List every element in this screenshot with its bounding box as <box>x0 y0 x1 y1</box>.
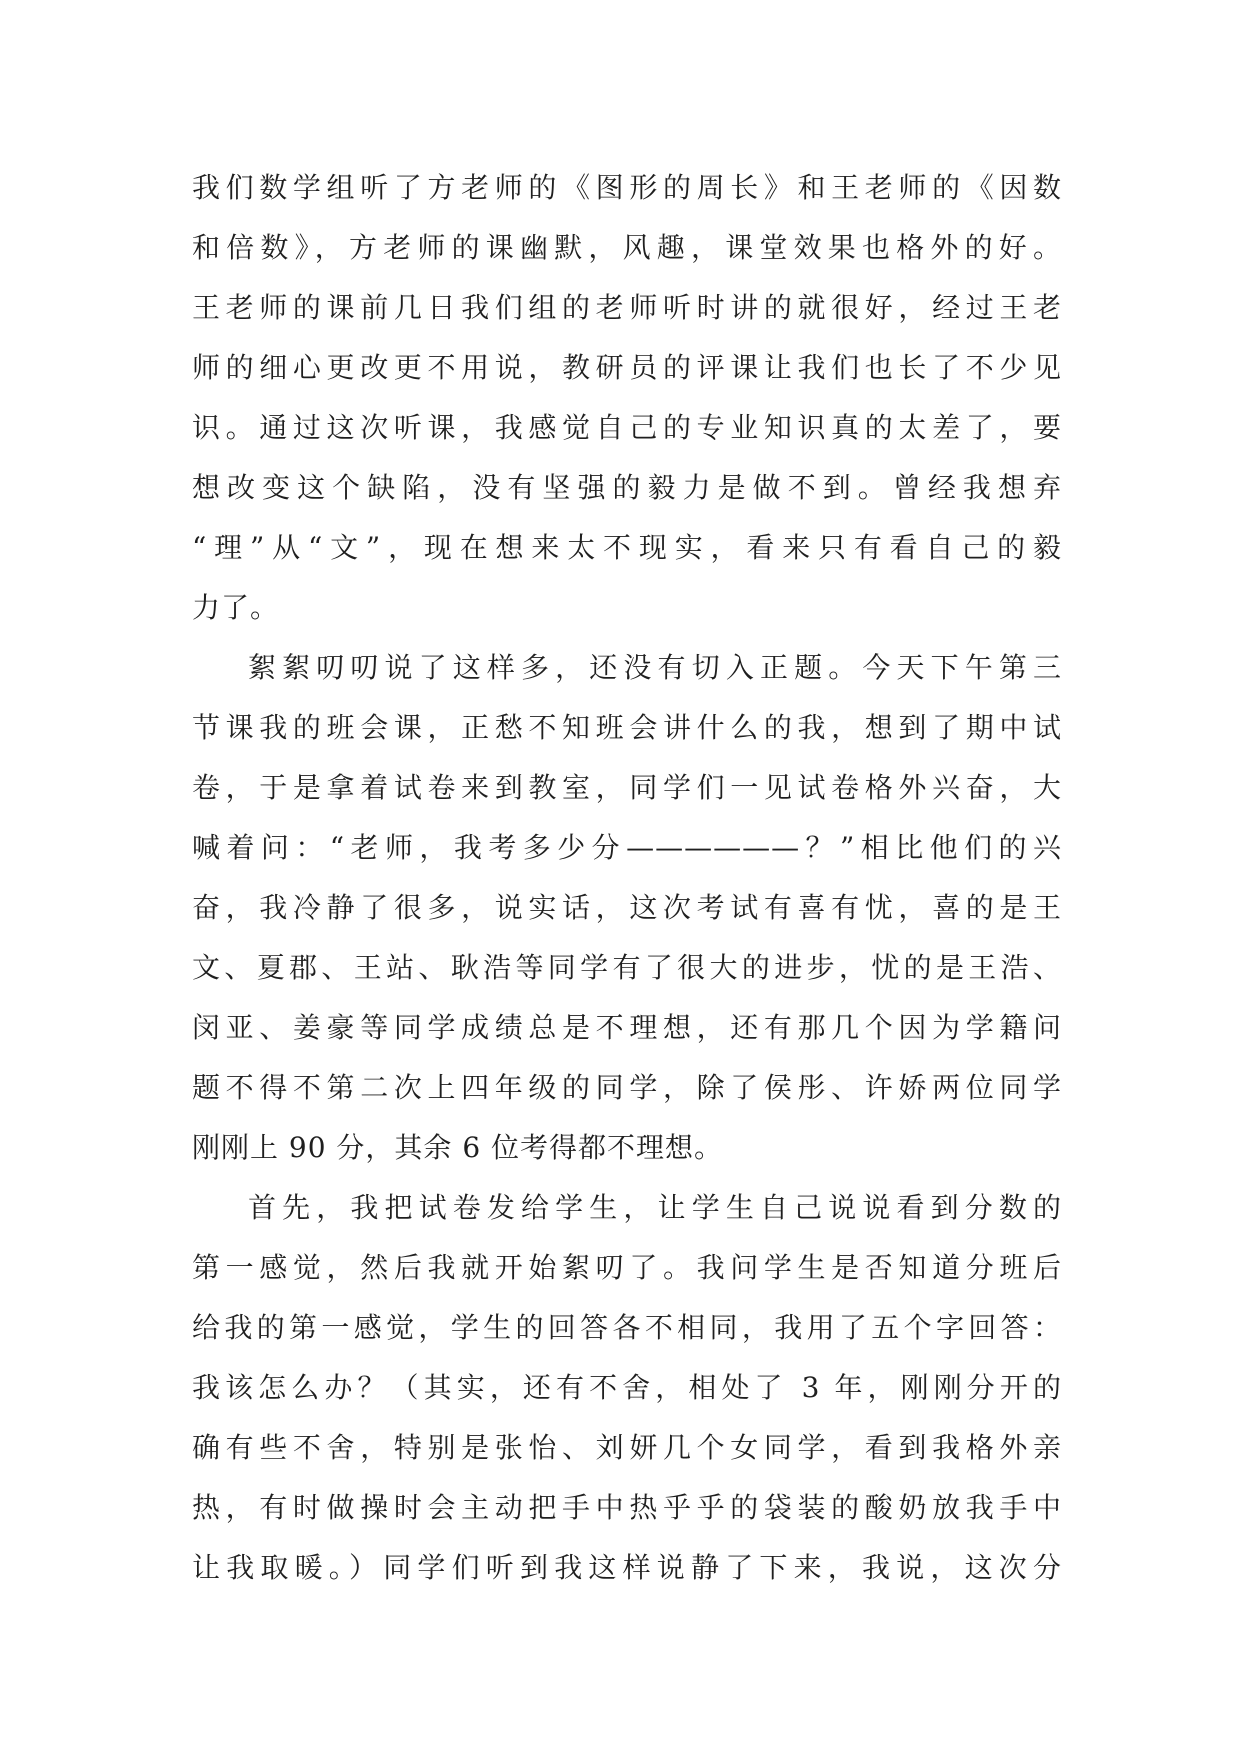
text-line: 首先，我把试卷发给学生，让学生自己说说看到分数的 <box>248 1191 1062 1224</box>
text-line: 第一感觉，然后我就开始絮叨了。我问学生是否知道分班后 <box>192 1251 1062 1284</box>
paragraph-2 <box>192 638 1062 1178</box>
text-line: 想改变这个缺陷，没有坚强的毅力是做不到。曾经我想弃 <box>192 471 1062 504</box>
text-line: 我该怎么办？（其实，还有不舍，相处了 3 年，刚刚分开的 <box>192 1371 1062 1404</box>
document-page <box>192 158 1062 1598</box>
text-line: 热，有时做操时会主动把手中热乎乎的袋装的酸奶放我手中 <box>192 1491 1062 1524</box>
text-line: 题不得不第二次上四年级的同学，除了侯彤、许娇两位同学 <box>192 1071 1062 1104</box>
text-line: 让我取暖。）同学们听到我这样说静了下来，我说，这次分 <box>192 1551 1062 1584</box>
text-line: 给我的第一感觉，学生的回答各不相同，我用了五个字回答： <box>192 1311 1062 1344</box>
text-line: 闵亚、姜豪等同学成绩总是不理想，还有那几个因为学籍问 <box>192 1011 1062 1044</box>
text-line: 奋，我冷静了很多，说实话，这次考试有喜有忧，喜的是王 <box>192 891 1062 924</box>
text-line: 文、夏郡、王站、耿浩等同学有了很大的进步，忧的是王浩、 <box>192 951 1062 984</box>
text-line: 力了。 <box>192 591 280 624</box>
text-line: 卷，于是拿着试卷来到教室，同学们一见试卷格外兴奋，大 <box>192 771 1062 804</box>
text-line: 刚刚上 90 分，其余 6 位考得都不理想。 <box>192 1131 724 1164</box>
text-line: 絮絮叨叨说了这样多，还没有切入正题。今天下午第三 <box>248 651 1062 684</box>
text-line: 确有些不舍，特别是张怡、刘妍几个女同学，看到我格外亲 <box>192 1431 1062 1464</box>
paragraph-3 <box>192 1178 1062 1598</box>
text-line: 王老师的课前几日我们组的老师听时讲的就很好，经过王老 <box>192 291 1062 324</box>
text-line: 师的细心更改更不用说，教研员的评课让我们也长了不少见 <box>192 351 1062 384</box>
paragraph-1 <box>192 158 1062 638</box>
text-line: 节课我的班会课，正愁不知班会讲什么的我，想到了期中试 <box>192 711 1062 744</box>
text-line: 和倍数》，方老师的课幽默，风趣，课堂效果也格外的好。 <box>192 231 1062 264</box>
text-line: 喊着问：“老师，我考多少分——————？”相比他们的兴 <box>192 831 1062 864</box>
text-line: 识。通过这次听课，我感觉自己的专业知识真的太差了，要 <box>192 411 1062 444</box>
text-line: “理”从“文”，现在想来太不现实，看来只有看自己的毅 <box>192 531 1062 564</box>
text-line: 我们数学组听了方老师的《图形的周长》和王老师的《因数 <box>192 171 1062 204</box>
